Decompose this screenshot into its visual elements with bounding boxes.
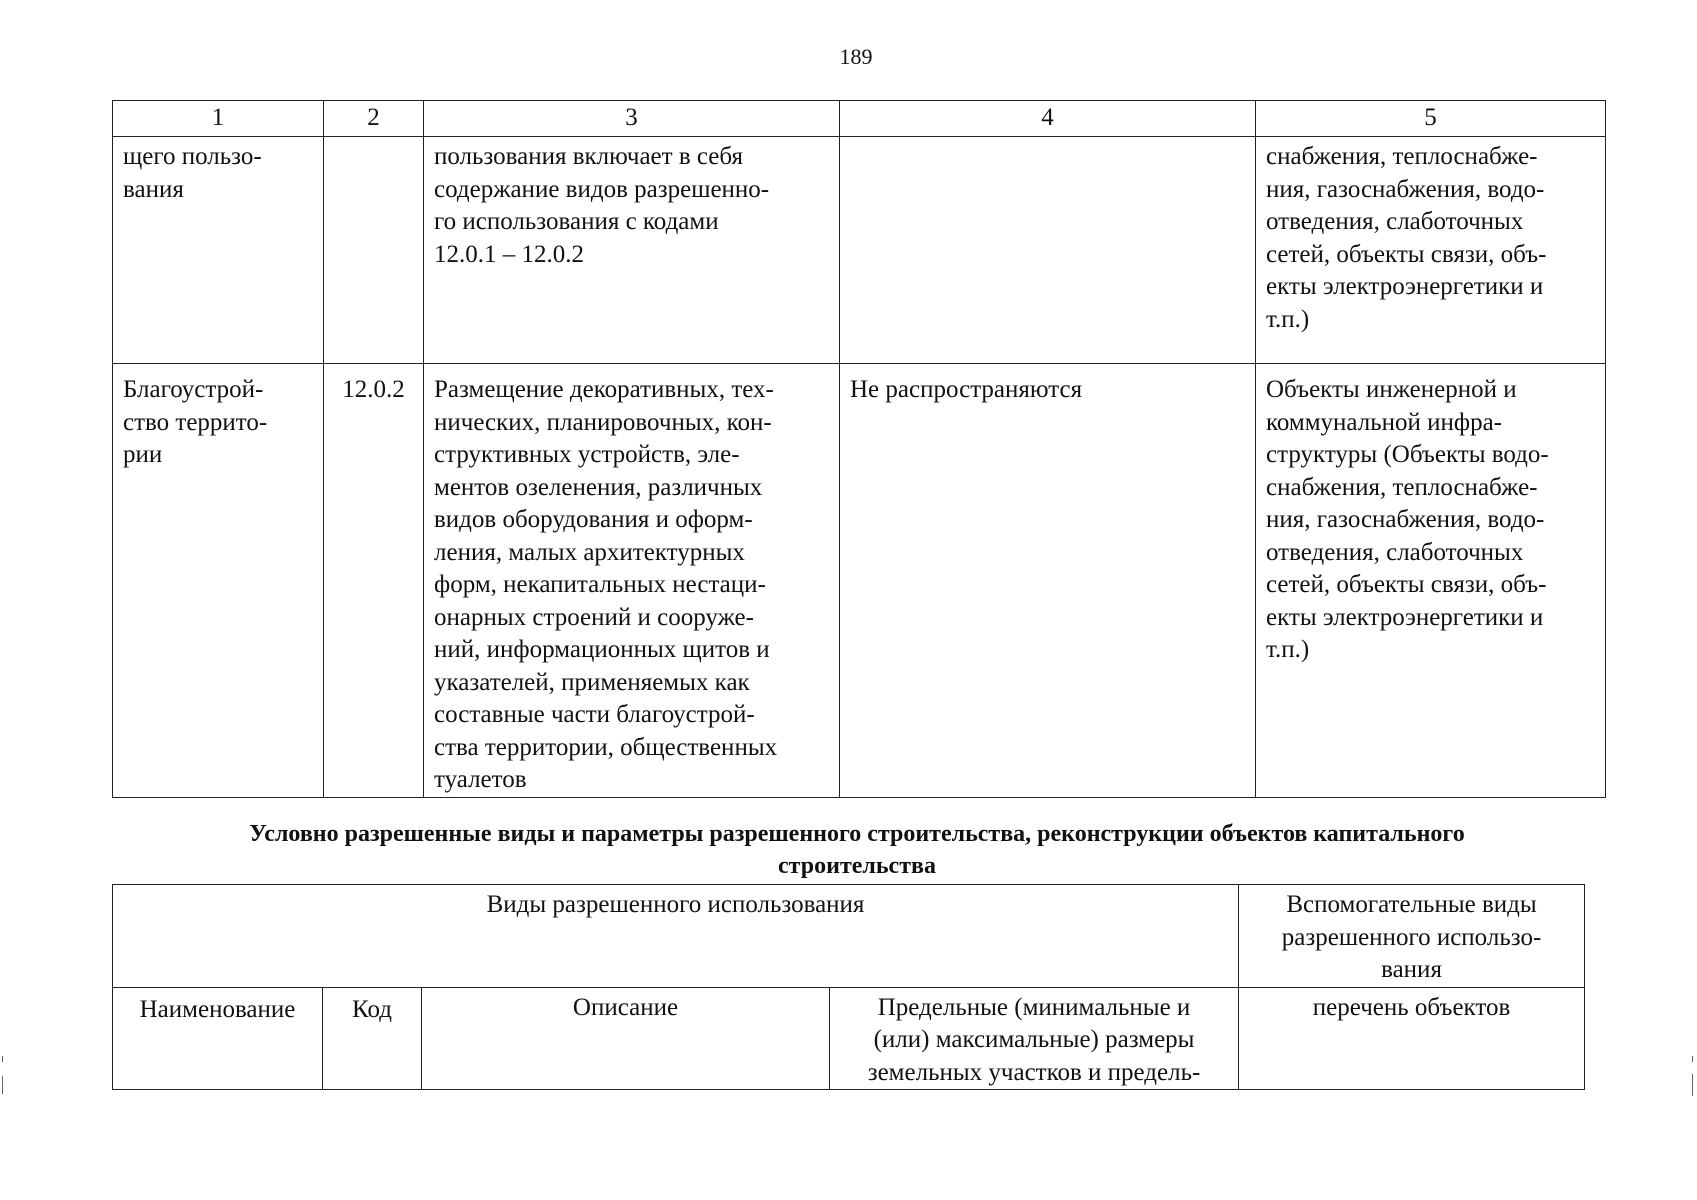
scan-edge-mark-left bbox=[2, 1056, 3, 1062]
page-number: 189 bbox=[839, 44, 873, 69]
table-header-row bbox=[113, 101, 1606, 137]
scan-edge-mark-right bbox=[1692, 1056, 1693, 1062]
size-limits-cell bbox=[840, 137, 1256, 364]
size-limits-cell: Не распространяются bbox=[840, 364, 1256, 798]
use-name-cell: щего пользо- вания bbox=[113, 137, 324, 364]
land-use-table-continued bbox=[112, 100, 1606, 798]
column-number-4: 4 bbox=[840, 101, 1256, 137]
limits-column-header: Предельные (минимальные и (или) максимальные) размеры земельных участков и предель- bbox=[830, 987, 1239, 1090]
use-name-cell: Благоустрой- ство террито- рии bbox=[113, 364, 324, 798]
column-number-2: 2 bbox=[324, 101, 424, 137]
column-number-5: 5 bbox=[1256, 101, 1606, 137]
use-code-cell bbox=[324, 137, 424, 364]
conditional-use-table bbox=[112, 884, 1585, 1090]
use-code-cell: 12.0.2 bbox=[324, 364, 424, 798]
code-column-header: Код bbox=[323, 987, 422, 1090]
use-description-cell: пользования включает в себя содержание видов разрешенно- го использования с кодами 12.0.1 – 12.0.2 bbox=[424, 137, 840, 364]
section-title: Условно разрешенные виды и параметры разрешенного строительства, реконструкции объектов капитального строительства bbox=[249, 821, 1465, 879]
permitted-uses-header: Виды разрешенного использования bbox=[113, 885, 1239, 988]
use-description-cell: Размещение декоративных, тех- нических, планировочных, кон- структивных устройств, эле- ментов озеленения, различных видов оборудования и оформ- ления, малых архитектурных форм, некапитальных нестаци- онарных строений и сооруже- ний, информационных щитов и указателей, применяемых как составные части благоустрой- ства территории, общественных туалетов bbox=[424, 364, 840, 798]
column-number-3: 3 bbox=[424, 101, 840, 137]
objects-list-header: перечень объектов bbox=[1239, 987, 1585, 1090]
table-row bbox=[113, 137, 1606, 364]
table-row bbox=[113, 364, 1606, 798]
scan-edge-mark-left bbox=[2, 1076, 3, 1094]
group-header-row bbox=[113, 885, 1585, 988]
auxiliary-uses-cell: Объекты инженерной и коммунальной инфра- структуры (Объекты водо- снабжения, теплоснабже- ния, газоснабжения, водо- отведения, слаботочных сетей, объекты связи, объ- екты электроэнергетики и т.п.) bbox=[1256, 364, 1606, 798]
column-number-1: 1 bbox=[113, 101, 324, 137]
auxiliary-uses-cell: снабжения, теплоснабже- ния, газоснабжения, водо- отведения, слаботочных сетей, объекты связи, объ- екты электроэнергетики и т.п.) bbox=[1256, 137, 1606, 364]
column-header-row bbox=[113, 987, 1585, 1090]
description-column-header: Описание bbox=[422, 987, 830, 1090]
scan-edge-mark-right bbox=[1692, 1074, 1693, 1096]
name-column-header: Наименование bbox=[113, 987, 323, 1090]
auxiliary-uses-header: Вспомогательные виды разрешенного использо- вания bbox=[1239, 885, 1585, 988]
